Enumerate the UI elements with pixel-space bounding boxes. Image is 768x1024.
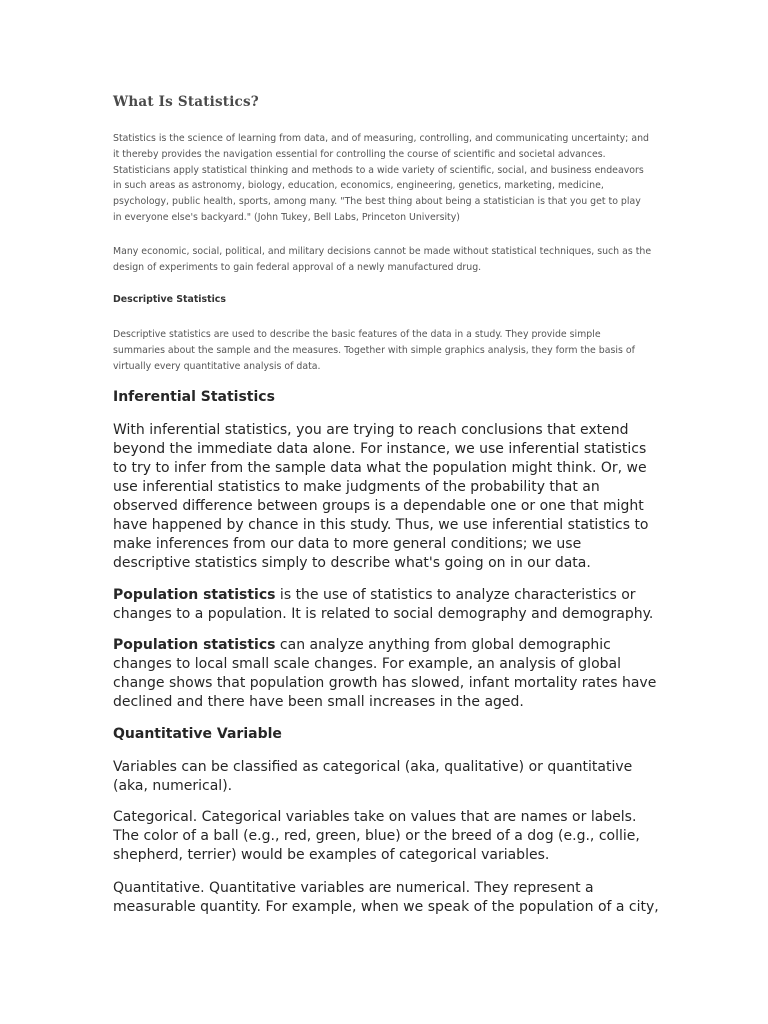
bold-term: Population statistics: [113, 637, 276, 653]
categorical-paragraph: [113, 808, 658, 865]
text-line: observed difference between groups is a dependable one or one that might: [113, 498, 644, 514]
text-line: to try to infer from the sample data what the population might think. Or, we: [113, 460, 647, 476]
text-line: changes to local small scale changes. For example, an analysis of global: [113, 656, 621, 672]
text-line: Categorical. Categorical variables take on values that are names or labels.: [113, 809, 637, 825]
text-line: With inferential statistics, you are trying to reach conclusions that extend: [113, 422, 629, 438]
text-line: Variables can be classified as categorical (aka, qualitative) or quantitative: [113, 759, 633, 775]
text-line: psychology, public health, sports, among many. "The best thing about being a statistician is that you get to play: [113, 196, 641, 208]
text-line: changes to a population. It is related to social demography and demography.: [113, 606, 654, 622]
page-title: What Is Statistics?: [113, 94, 259, 110]
variables-paragraph: [113, 758, 658, 796]
text-line: Quantitative. Quantitative variables are numerical. They represent a: [113, 880, 594, 896]
population-statistics-paragraph-1: [113, 586, 658, 624]
text-line: shepherd, terrier) would be examples of categorical variables.: [113, 847, 550, 863]
text-line: make inferences from our data to more general conditions; we use: [113, 536, 582, 552]
text-line: design of experiments to gain federal approval of a newly manufactured drug.: [113, 261, 482, 273]
text-line: virtually every quantitative analysis of data.: [113, 360, 321, 372]
text-line: measurable quantity. For example, when we speak of the population of a city,: [113, 899, 659, 915]
bold-term: Population statistics: [113, 587, 276, 603]
descriptive-paragraph: [113, 327, 658, 374]
text-line: use inferential statistics to make judgments of the probability that an: [113, 479, 600, 495]
text-line: in such areas as astronomy, biology, education, economics, engineering, genetics, marketing, medicine,: [113, 180, 604, 192]
text-span: can analyze anything from global demographic: [275, 637, 611, 653]
text-line: descriptive statistics simply to describe what's going on in our data.: [113, 555, 591, 571]
text-line: (aka, numerical).: [113, 778, 233, 794]
text-line: change shows that population growth has slowed, infant mortality rates have: [113, 675, 657, 691]
text-span: is the use of statistics to analyze characteristics or: [275, 587, 636, 603]
text-line: [113, 586, 658, 605]
text-line: it thereby provides the navigation essential for controlling the course of scientific and societal advances.: [113, 148, 606, 160]
inferential-paragraph: [113, 421, 658, 573]
text-line: in everyone else's backyard." (John Tukey, Bell Labs, Princeton University): [113, 211, 460, 223]
text-line: The color of a ball (e.g., red, green, blue) or the breed of a dog (e.g., collie,: [113, 828, 640, 844]
text-line: declined and there have been small increases in the aged.: [113, 694, 524, 710]
text-line: Descriptive statistics are used to describe the basic features of the data in a study. They provide simple: [113, 329, 601, 340]
population-statistics-paragraph-2: [113, 636, 658, 712]
quantitative-paragraph: [113, 879, 658, 917]
text-line: Statisticians apply statistical thinking and methods to a wide variety of scientific, social, and business endeavors: [113, 164, 644, 176]
text-line: Statistics is the science of learning from data, and of measuring, controlling, and communicating uncertainty; and: [113, 133, 649, 144]
text-line: Many economic, social, political, and military decisions cannot be made without statistical techniques, such as the: [113, 246, 652, 257]
text-line: beyond the immediate data alone. For instance, we use inferential statistics: [113, 441, 647, 457]
descriptive-statistics-heading: Descriptive Statistics: [113, 294, 226, 305]
text-line: summaries about the sample and the measures. Together with simple graphics analysis, they form the basis of: [113, 344, 635, 356]
quantitative-variable-heading: Quantitative Variable: [113, 726, 282, 742]
text-line: have happened by chance in this study. Thus, we use inferential statistics to: [113, 517, 649, 533]
intro-paragraph: [113, 131, 658, 226]
text-line: [113, 636, 658, 655]
decisions-paragraph: [113, 244, 658, 276]
inferential-statistics-heading: Inferential Statistics: [113, 389, 275, 405]
